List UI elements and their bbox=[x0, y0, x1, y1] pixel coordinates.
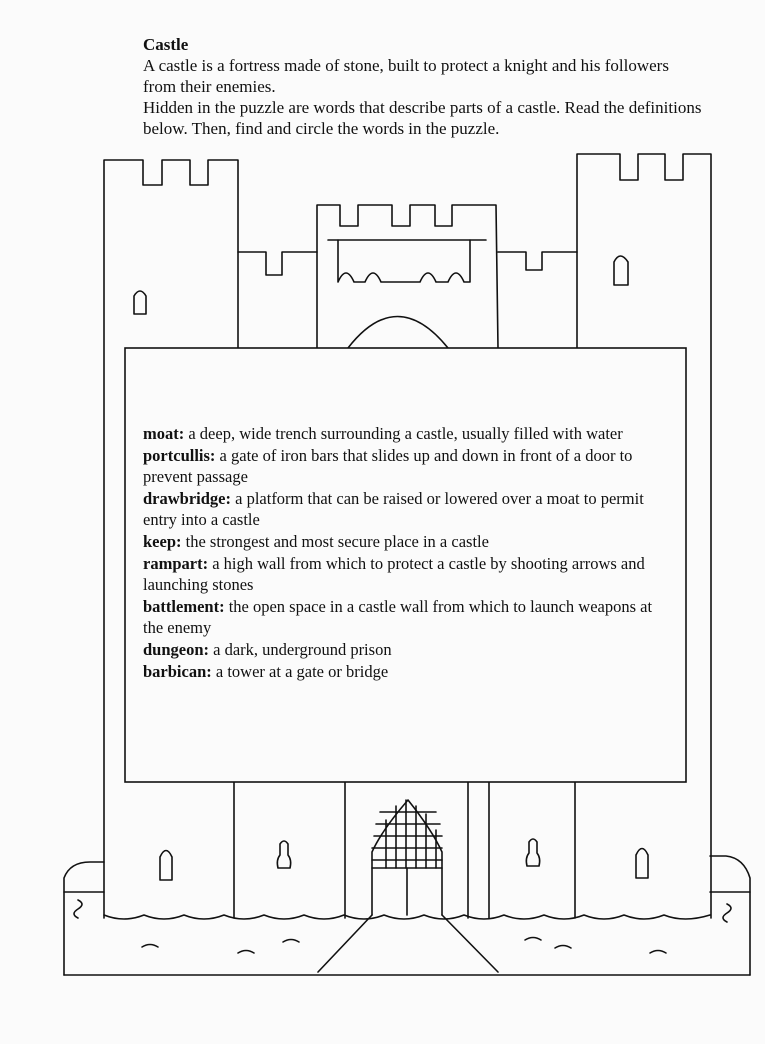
front-walls bbox=[160, 782, 648, 918]
definition-keep bbox=[143, 531, 673, 553]
central-keep bbox=[317, 205, 498, 348]
castle-gate bbox=[372, 800, 442, 915]
definition-term: rampart: bbox=[143, 553, 209, 573]
definition-text: a tower at a gate or bridge bbox=[211, 661, 389, 681]
definition-term: keep: bbox=[143, 531, 182, 551]
definition-term: portcullis: bbox=[143, 445, 216, 465]
definition-term: battlement: bbox=[143, 596, 225, 616]
definition-term: drawbridge: bbox=[143, 488, 231, 508]
right-wall bbox=[498, 252, 577, 270]
definition-text: a high wall from which to protect a castle by shooting arrows and launching stones bbox=[143, 553, 645, 595]
definition-term: dungeon: bbox=[143, 639, 210, 659]
definition-text: the strongest and most secure place in a castle bbox=[181, 531, 489, 551]
definition-text: a gate of iron bars that slides up and down in front of a door to prevent passage bbox=[143, 445, 633, 487]
definition-drawbridge bbox=[143, 488, 673, 531]
page-title: Castle bbox=[143, 35, 189, 54]
definition-rampart bbox=[143, 553, 673, 596]
definition-text: the open space in a castle wall from which to launch weapons at the enemy bbox=[143, 596, 653, 638]
intro-paragraph: A castle is a fortress made of stone, built to protect a knight and his followers from their enemies. bbox=[143, 56, 669, 96]
definition-text: a deep, wide trench surrounding a castle, usually filled with water bbox=[184, 424, 623, 443]
definition-moat bbox=[143, 423, 673, 445]
definitions-list bbox=[143, 423, 673, 682]
definition-portcullis bbox=[143, 445, 673, 488]
instructions-paragraph: Hidden in the puzzle are words that describe parts of a castle. Read the definitions below. Then, find and circle the words in the puzzle. bbox=[143, 98, 702, 138]
definition-barbican bbox=[143, 661, 673, 683]
definition-dungeon bbox=[143, 639, 673, 661]
definition-battlement bbox=[143, 596, 673, 639]
drawbridge bbox=[318, 915, 498, 972]
definition-text: a platform that can be raised or lowered over a moat to permit entry into a castle bbox=[143, 488, 644, 530]
left-wall bbox=[238, 252, 317, 275]
definition-term: barbican: bbox=[143, 661, 212, 681]
definition-text: a dark, underground prison bbox=[209, 639, 392, 659]
definition-term: moat: bbox=[143, 424, 185, 443]
